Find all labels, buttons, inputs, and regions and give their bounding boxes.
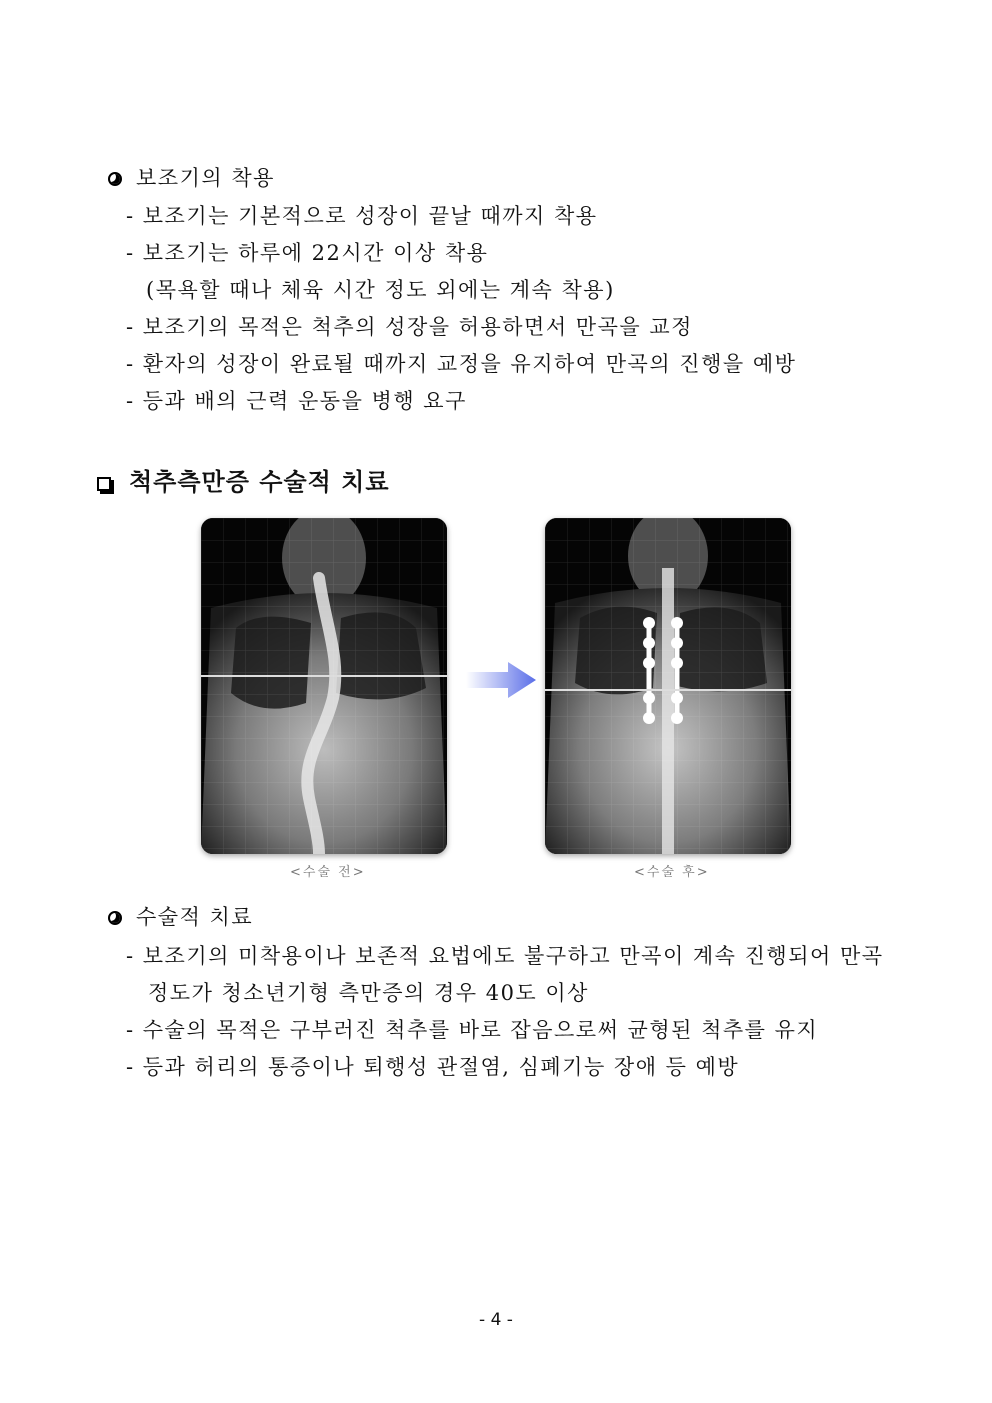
caption-after: <수술 후>: [634, 865, 710, 880]
list-item: - 보조기는 하루에 22시간 이상 착용: [126, 241, 489, 265]
caption-before: <수술 전>: [290, 865, 366, 880]
list-item-continuation: (목욕할 때나 체육 시간 정도 외에는 계속 착용): [146, 278, 615, 302]
list-item-continuation: 정도가 청소년기형 측만증의 경우 40도 이상: [148, 981, 589, 1005]
list-item: - 보조기는 기본적으로 성장이 끝날 때까지 착용: [126, 204, 598, 228]
subheading-surgical-treatment: 수술적 치료: [108, 901, 253, 931]
list-item: - 수술의 목적은 구부러진 척추를 바로 잡음으로써 균형된 척추를 유지: [126, 1018, 819, 1042]
page-number: - 4 -: [479, 1310, 513, 1330]
square-bullet-icon: [97, 477, 111, 491]
xray-after-image: [545, 518, 791, 854]
list-item: - 등과 허리의 통증이나 퇴행성 관절염, 심폐기능 장애 등 예방: [126, 1055, 740, 1079]
list-item: - 환자의 성장이 완료될 때까지 교정을 유지하여 만곡의 진행을 예방: [126, 352, 797, 376]
list-item: - 보조기의 목적은 척추의 성장을 허용하면서 만곡을 교정: [126, 315, 693, 339]
xray-before-image: [201, 518, 447, 854]
list-item: - 등과 배의 근력 운동을 병행 요구: [126, 389, 467, 413]
right-arrow-icon: [466, 662, 536, 698]
circle-bullet-icon: [108, 911, 122, 925]
section-title: 척추측만증 수술적 치료: [97, 462, 390, 497]
circle-bullet-icon: [108, 172, 122, 186]
subheading-brace-wearing: 보조기의 착용: [108, 162, 275, 192]
list-item: - 보조기의 미착용이나 보존적 요법에도 불구하고 만곡이 계속 진행되어 만곡: [126, 944, 884, 968]
